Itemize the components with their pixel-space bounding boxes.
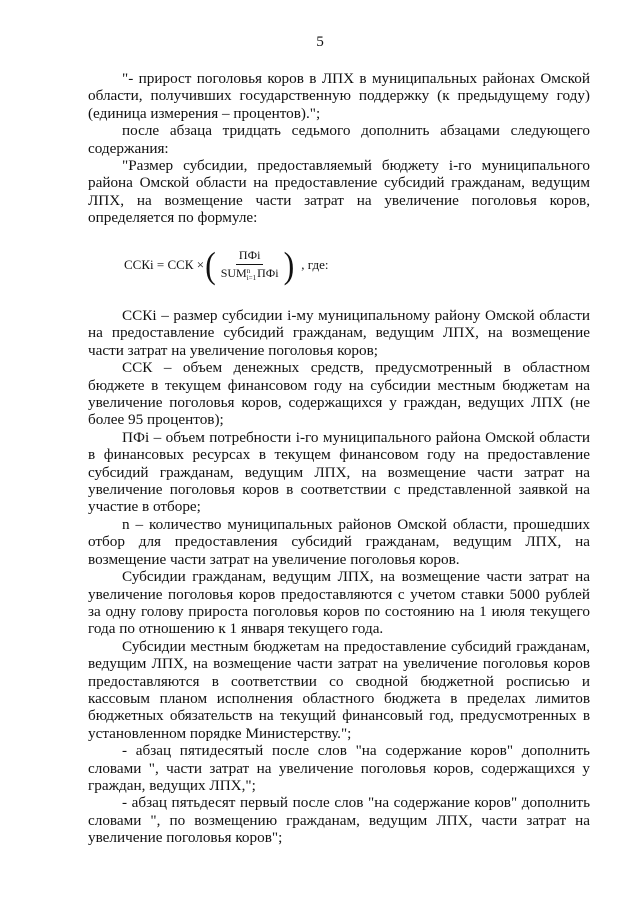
formula-numerator: ПФi [236,248,263,265]
paragraph: n – количество муниципальных районов Омской области, прошедших отбор для предоставления субсидий гражданам, ведущим ЛПХ, на возмещение части затрат на увеличение поголовья коров. [88,515,590,568]
paragraph: ПФi – объем потребности i-го муниципального района Омской области в финансовых ресурсах в текущем финансовом году на предоставление субсидий гражданам, ведущим ЛПХ, на возмещение части затрат на увеличение поголовья коров в соответствии с представленной заявкой на участие в отборе; [88,428,590,516]
page-number: 5 [316,33,324,50]
formula-suffix: , где: [301,257,329,273]
formula-denominator [218,265,282,281]
sum-limits [247,268,256,282]
paragraph: - абзац пятьдесят первый после слов "на содержание коров" дополнить словами ", по возмещению гражданам, ведущим ЛПХ, части затрат на увеличение поголовья коров"; [88,794,590,847]
paragraph: - абзац пятидесятый после слов "на содержание коров" дополнить словами ", части затрат на увеличение поголовья коров, содержащихся у граждан, ведущих ЛПХ,"; [88,742,590,794]
paragraph: Субсидии гражданам, ведущим ЛПХ, на возмещение части затрат на увеличение поголовья коров предоставляются с учетом ставки 5000 рублей за одну голову прироста поголовья коров по состоянию на 1 июля текущего года по отношению к 1 января текущего года. [88,568,590,638]
paragraph: после абзаца тридцать седьмого дополнить абзацами следующего содержания: [88,122,590,157]
sum-symbol: SUM [220,266,247,281]
paragraph: "Размер субсидии, предоставляемый бюджету i-го муниципального района Омской области на предоставление субсидий гражданам, ведущим ЛПХ, на возмещение части затрат на увеличение поголовья коров, определяется по формуле: [88,157,590,227]
intro-block [88,70,590,227]
sum-lower: i=1 [246,273,257,282]
paragraph: Субсидии местным бюджетам на предоставление субсидий гражданам, ведущим ЛПХ, на возмещение части затрат на увеличение поголовья коров предоставляются в соответствии со сводной бюджетной росписью и кассовым планом исполнения областного бюджета в пределах лимитов бюджетных обязательств на текущий финансовый год, предусмотренных в установленном порядке Министерству."; [88,637,590,742]
sum-upper: n [246,266,251,275]
paragraph: ССК – объем денежных средств, предусмотренный в областном бюджете в текущем финансовом году на субсидии местным бюджетам на увеличение поголовья коров, содержащихся у граждан, ведущих ЛПХ (не более 95 процентов); [88,359,590,429]
denominator-term: ПФi [257,266,279,281]
subsidy-formula [124,244,329,286]
formula-fraction [218,248,282,281]
paragraph: "- прирост поголовья коров в ЛПХ в муниципальных районах Омской области, получивших государственную поддержку (к предыдущему году) (единица измерения – процентов)."; [88,70,590,122]
left-paren: ( [205,244,216,286]
definitions-block [88,307,590,847]
formula-lhs: ССКi = ССК × [124,257,205,273]
right-paren: ) [283,244,295,286]
paragraph: ССКi – размер субсидии i-му муниципальному району Омской области на предоставление субсидий гражданам, ведущим ЛПХ, на возмещение части затрат на увеличение поголовья коров; [88,307,590,359]
